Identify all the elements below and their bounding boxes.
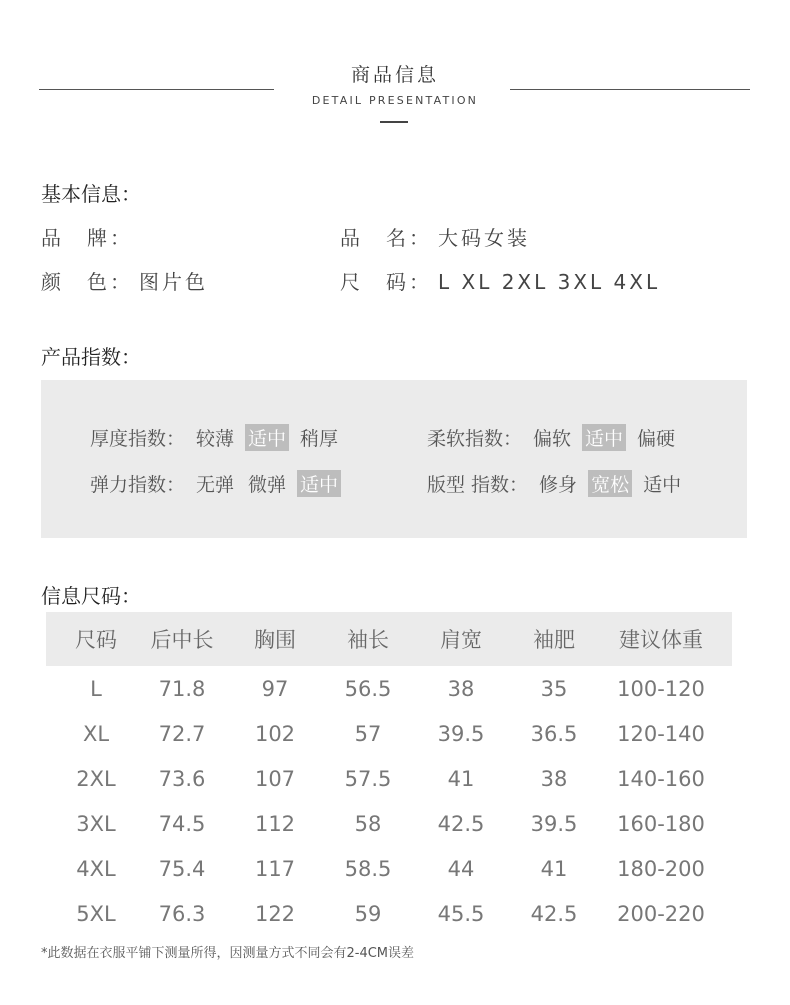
table-cell: 41: [540, 856, 568, 881]
index-option: 较薄: [196, 428, 235, 450]
index-option: 偏硬: [637, 428, 676, 450]
index-option: 适中: [297, 470, 341, 497]
brand-label: 品 牌：: [41, 226, 133, 250]
page-title: 商品信息: [350, 64, 439, 86]
table-cell: XL: [82, 721, 110, 746]
table-row: [46, 711, 732, 756]
table-cell: 4XL: [76, 856, 116, 881]
table-row: [46, 891, 732, 936]
index-label: 版型 指数：: [427, 474, 529, 496]
table-cell: 2XL: [76, 766, 116, 791]
table-cell: 107: [254, 766, 296, 791]
column-header: 袖长: [347, 628, 389, 652]
size-table-header: [46, 612, 732, 666]
table-cell: 38: [540, 766, 568, 791]
color-value: 图片色: [139, 270, 208, 294]
index-label: 厚度指数：: [90, 428, 186, 450]
measurement-note: *此数据在衣服平铺下测量所得，因测量方式不同会有2-4CM误差: [41, 946, 415, 961]
column-header: 肩宽: [440, 628, 482, 652]
index-row-thickness: [90, 424, 341, 451]
header-line-right: [510, 89, 750, 90]
size-chart-title: 信息尺码：: [41, 584, 141, 608]
index-option: 适中: [582, 424, 626, 451]
table-cell: 3XL: [76, 811, 116, 836]
table-cell: 58.5: [344, 856, 392, 881]
table-cell: 76.3: [158, 901, 206, 926]
table-cell: 72.7: [158, 721, 206, 746]
table-cell: 39.5: [530, 811, 578, 836]
index-option: 修身: [539, 474, 578, 496]
table-cell: 122: [254, 901, 296, 926]
table-cell: 57: [354, 721, 382, 746]
table-cell: 42.5: [437, 811, 485, 836]
index-row-softness: [427, 424, 678, 451]
index-option: 适中: [643, 474, 682, 496]
table-cell: 57.5: [344, 766, 392, 791]
index-row-elasticity: [90, 470, 341, 497]
index-label: 弹力指数：: [90, 474, 186, 496]
index-row-fit: [427, 470, 684, 497]
title-underline: [380, 121, 408, 123]
table-row: [46, 666, 732, 711]
name-value: 大码女装: [438, 226, 530, 250]
index-option: 偏软: [533, 428, 572, 450]
table-cell: 180-200: [617, 856, 705, 881]
page-subtitle: DETAIL PRESENTATION: [311, 94, 479, 107]
product-index-title: 产品指数：: [41, 345, 141, 369]
brand-row: [41, 222, 139, 251]
table-row: [46, 801, 732, 846]
index-option: 微弹: [248, 474, 287, 496]
table-cell: 75.4: [158, 856, 206, 881]
table-row: [46, 846, 732, 891]
table-cell: 97: [261, 676, 289, 701]
table-cell: 112: [254, 811, 296, 836]
table-cell: 74.5: [158, 811, 206, 836]
name-row: [340, 222, 530, 251]
table-cell: 41: [447, 766, 475, 791]
table-cell: 56.5: [344, 676, 392, 701]
table-cell: 140-160: [617, 766, 705, 791]
header-line-left: [39, 89, 274, 90]
color-label: 颜 色：: [41, 270, 133, 294]
index-option: 适中: [245, 424, 289, 451]
table-cell: 35: [540, 676, 568, 701]
table-cell: L: [90, 676, 102, 701]
column-header: 建议体重: [619, 628, 703, 652]
index-option: 无弹: [196, 474, 235, 496]
column-header: 尺码: [75, 628, 117, 652]
size-value: L XL 2XL 3XL 4XL: [438, 270, 661, 294]
name-label: 品 名：: [340, 226, 432, 250]
size-row: [340, 266, 660, 295]
table-cell: 38: [447, 676, 475, 701]
table-cell: 73.6: [158, 766, 206, 791]
column-header: 袖肥: [533, 628, 575, 652]
column-header: 后中长: [150, 628, 214, 652]
product-index-panel: [41, 380, 747, 538]
table-cell: 120-140: [617, 721, 705, 746]
table-cell: 44: [447, 856, 475, 881]
size-table: [46, 612, 732, 936]
index-label: 柔软指数：: [427, 428, 523, 450]
table-cell: 45.5: [437, 901, 485, 926]
table-row: [46, 756, 732, 801]
table-cell: 5XL: [76, 901, 116, 926]
table-cell: 117: [254, 856, 296, 881]
table-cell: 100-120: [617, 676, 705, 701]
color-row: [41, 266, 208, 295]
table-cell: 36.5: [530, 721, 578, 746]
table-cell: 200-220: [617, 901, 705, 926]
column-header: 胸围: [254, 628, 296, 652]
index-option: 稍厚: [300, 428, 339, 450]
table-cell: 58: [354, 811, 382, 836]
size-label: 尺 码：: [340, 270, 432, 294]
table-cell: 42.5: [530, 901, 578, 926]
table-cell: 71.8: [158, 676, 206, 701]
basic-info-title: 基本信息：: [41, 182, 141, 206]
table-cell: 39.5: [437, 721, 485, 746]
table-cell: 102: [254, 721, 296, 746]
index-option: 宽松: [588, 470, 632, 497]
table-cell: 160-180: [617, 811, 705, 836]
table-cell: 59: [354, 901, 382, 926]
